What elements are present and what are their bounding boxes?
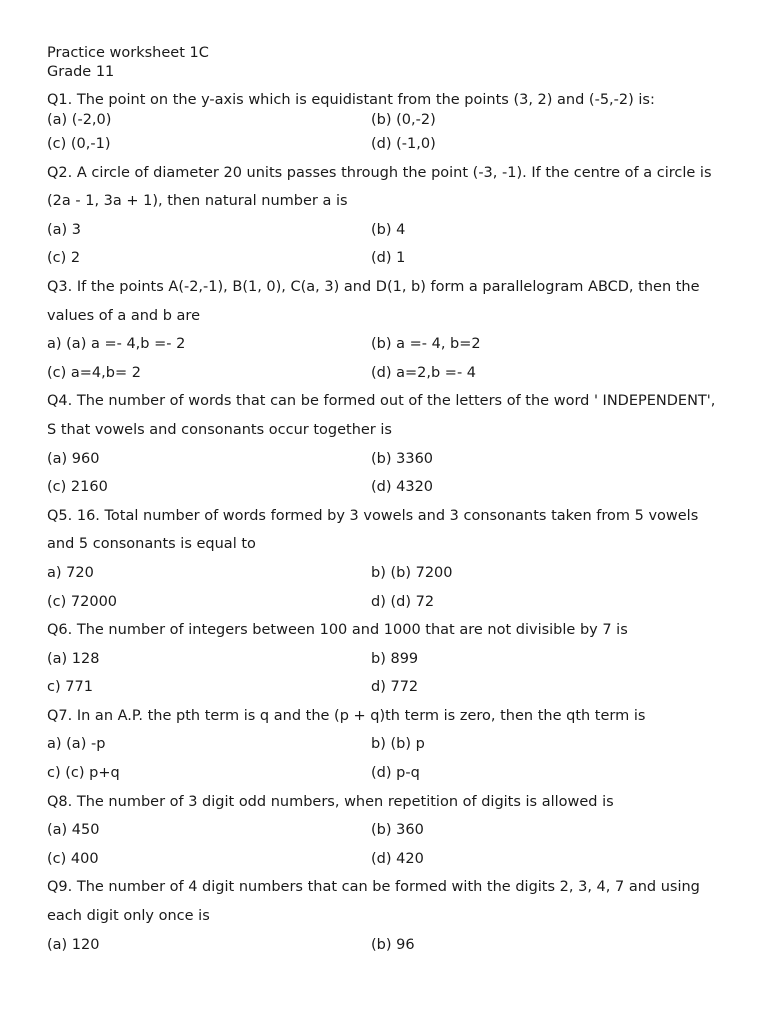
question-9 [47,873,727,959]
option-c: c) 771 [47,679,93,696]
option-row [47,359,727,388]
option-c: c) (c) p+q [47,765,120,782]
option-c: (c) 400 [47,850,99,867]
worksheet-page [47,44,727,959]
question-text: Q6. The number of integers between 100 and 1000 that are not divisible by 7 is [47,622,628,639]
option-row [47,216,727,245]
option-row [47,730,727,759]
option-a: (a) 128 [47,650,100,667]
question-6 [47,616,727,702]
option-row [47,845,727,874]
option-b: (b) 96 [371,936,415,953]
option-d: (d) 4320 [371,479,434,496]
question-7 [47,702,727,788]
option-a: (a) 3 [47,221,82,238]
option-row [47,816,727,845]
option-d: d) 772 [371,679,419,696]
question-2 [47,159,727,273]
option-a: a) 720 [47,564,94,581]
option-row [47,130,727,159]
option-c: (c) (0,-1) [47,136,111,152]
option-row [47,759,727,788]
option-a: (a) 120 [47,936,100,953]
option-b: b) 899 [371,650,419,667]
option-c: (c) a=4,b= 2 [47,364,141,381]
question-text: Q9. The number of 4 digit numbers that can be formed with the digits 2, 3, 4, 7 and using each digit only once is [47,879,700,925]
option-b: (b) 4 [371,221,406,238]
question-text: Q5. 16. Total number of words formed by 3 vowels and 3 consonants taken from 5 vowels and 5 consonants is equal to [47,507,699,553]
option-b: (b) 360 [371,822,424,839]
question-8 [47,788,727,874]
option-row [47,330,727,359]
option-a: a) (a) a =- 4,b =- 2 [47,336,186,353]
option-d: (d) 1 [371,250,406,267]
question-5 [47,502,727,616]
option-b: b) (b) p [371,736,425,753]
option-b: (b) 3360 [371,450,434,467]
question-text: Q2. A circle of diameter 20 units passes through the point (-3, -1). If the centre of a circle is (2a - 1, 3a + 1), then natural number a is [47,164,712,210]
option-row [47,244,727,273]
option-b: b) (b) 7200 [371,564,453,581]
question-1 [47,90,727,159]
option-row [47,645,727,674]
option-d: (d) p-q [371,765,420,782]
option-row [47,473,727,502]
worksheet-title: Practice worksheet 1C [47,45,209,61]
option-row [47,588,727,617]
option-c: (c) 2 [47,250,81,267]
grade-label: Grade 11 [47,64,115,80]
question-4 [47,387,727,501]
question-text: Q3. If the points A(-2,-1), B(1, 0), C(a, 3) and D(1, b) form a parallelogram ABCD, then the values of a and b are [47,278,700,324]
question-3 [47,273,727,387]
option-a: (a) 960 [47,450,100,467]
option-c: (c) 72000 [47,593,118,610]
option-row [47,110,727,130]
option-a: (a) 450 [47,822,100,839]
question-text: Q8. The number of 3 digit odd numbers, when repetition of digits is allowed is [47,793,614,810]
question-text: Q4. The number of words that can be formed out of the letters of the word ' INDEPENDENT', S that vowels and consonants occur together is [47,393,716,438]
option-a: (a) (-2,0) [47,112,112,128]
option-row [47,931,727,960]
option-d: (d) 420 [371,850,424,867]
option-b: (b) (0,-2) [371,112,436,128]
option-row [47,673,727,702]
option-d: (d) a=2,b =- 4 [371,364,477,381]
question-text: Q7. In an A.P. the pth term is q and the (p + q)th term is zero, then the qth term is [47,707,646,724]
option-c: (c) 2160 [47,479,108,496]
option-d: (d) (-1,0) [371,136,436,152]
option-row [47,445,727,474]
option-b: (b) a =- 4, b=2 [371,336,481,353]
option-a: a) (a) -p [47,736,106,753]
option-row [47,559,727,588]
option-d: d) (d) 72 [371,593,435,610]
question-text: Q1. The point on the y-axis which is equidistant from the points (3, 2) and (-5,-2) is: [47,92,655,108]
